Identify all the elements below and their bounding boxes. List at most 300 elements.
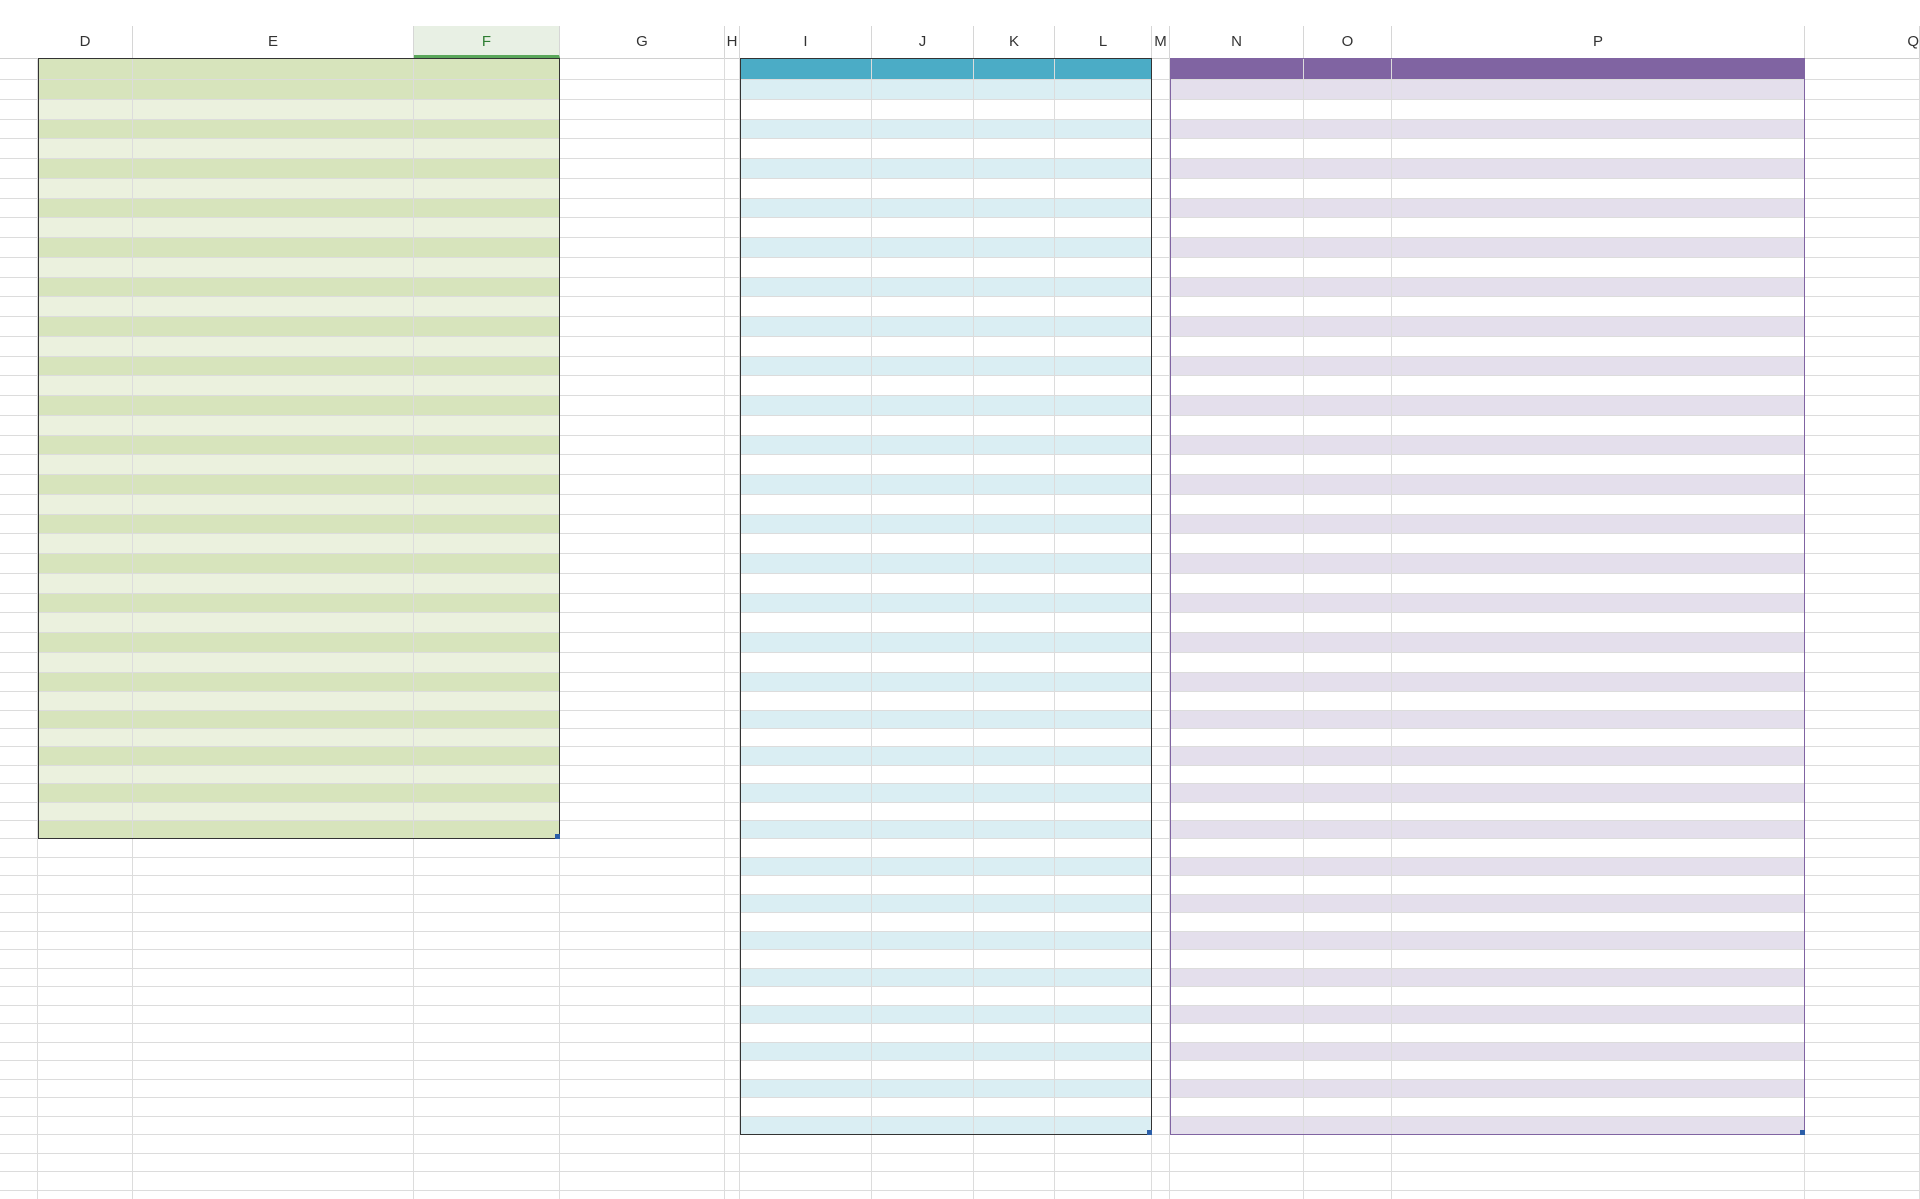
cell-patient[interactable] xyxy=(38,396,133,416)
cell-blank[interactable] xyxy=(414,1080,560,1099)
cell-blank[interactable] xyxy=(1805,1006,1920,1025)
cell-blank[interactable] xyxy=(560,1117,725,1136)
cell-blank[interactable] xyxy=(1152,376,1170,396)
cell-blank[interactable] xyxy=(0,100,38,120)
cell-patient[interactable] xyxy=(38,534,133,554)
cell-blank[interactable] xyxy=(725,1080,740,1099)
cell-blank[interactable] xyxy=(974,987,1055,1006)
cell-g-name[interactable] xyxy=(560,692,725,710)
cell-adresse[interactable] xyxy=(133,554,414,574)
cell-blank[interactable] xyxy=(1152,416,1170,436)
cell-blank[interactable] xyxy=(1304,969,1392,988)
cell-blank[interactable] xyxy=(1152,436,1170,456)
cell-pos-triee[interactable] xyxy=(1304,821,1392,839)
cell-nom-patient[interactable] xyxy=(740,633,872,653)
cell-pos-triee[interactable] xyxy=(1304,515,1392,535)
cell-nom-patient[interactable] xyxy=(740,711,872,729)
cell-position[interactable] xyxy=(1170,139,1304,159)
cell-tel1[interactable] xyxy=(974,692,1055,710)
cell-restant[interactable] xyxy=(1055,784,1152,802)
cell-blank[interactable] xyxy=(1152,238,1170,258)
cell-blank[interactable] xyxy=(1170,895,1304,914)
cell-adresse1[interactable] xyxy=(872,653,974,673)
cell-blank[interactable] xyxy=(1152,729,1170,747)
cell-patient[interactable] xyxy=(38,729,133,747)
cell-restant-trie[interactable] xyxy=(1392,179,1805,199)
cell-blank[interactable] xyxy=(1152,337,1170,357)
cell-blank[interactable] xyxy=(1392,1117,1805,1136)
cell-pos-triee[interactable] xyxy=(1304,711,1392,729)
cell-tel[interactable] xyxy=(414,455,560,475)
cell-blank[interactable] xyxy=(0,633,38,653)
cell-blank[interactable] xyxy=(1152,1154,1170,1173)
cell-blank[interactable] xyxy=(1392,913,1805,932)
cell-restant-trie[interactable] xyxy=(1392,633,1805,653)
cell-blank[interactable] xyxy=(0,821,38,839)
cell-blank[interactable] xyxy=(1805,876,1920,895)
cell-blank[interactable] xyxy=(1805,895,1920,914)
cell-position[interactable] xyxy=(1170,554,1304,574)
cell-patient[interactable] xyxy=(38,238,133,258)
cell-blank[interactable] xyxy=(560,987,725,1006)
cell-nom-patient[interactable] xyxy=(740,495,872,515)
cell-blank[interactable] xyxy=(740,1043,872,1062)
cell-blank[interactable] xyxy=(1170,858,1304,877)
cell-blank[interactable] xyxy=(0,1191,38,1199)
cell-adresse[interactable] xyxy=(133,534,414,554)
cell-blank[interactable] xyxy=(0,534,38,554)
cell-adresse[interactable] xyxy=(133,139,414,159)
cell-blank[interactable] xyxy=(1805,218,1920,238)
cell-tel[interactable] xyxy=(414,376,560,396)
cell-g-name[interactable] xyxy=(560,376,725,396)
cell-blank[interactable] xyxy=(1055,1043,1152,1062)
cell-blank[interactable] xyxy=(133,1006,414,1025)
cell-blank[interactable] xyxy=(1805,80,1920,100)
cell-blank[interactable] xyxy=(740,895,872,914)
cell-blank[interactable] xyxy=(1304,895,1392,914)
cell-blank[interactable] xyxy=(1170,1043,1304,1062)
cell-blank[interactable] xyxy=(414,1061,560,1080)
cell-blank[interactable] xyxy=(872,932,974,951)
cell-pos-triee[interactable] xyxy=(1304,179,1392,199)
cell-patient[interactable] xyxy=(38,495,133,515)
cell-position[interactable] xyxy=(1170,673,1304,693)
cell-blank[interactable] xyxy=(560,58,725,80)
cell-blank[interactable] xyxy=(1152,1172,1170,1191)
cell-blank[interactable] xyxy=(1152,969,1170,988)
cell-patient[interactable] xyxy=(38,747,133,765)
cell-pos-triee[interactable] xyxy=(1304,139,1392,159)
cell-blank[interactable] xyxy=(1805,766,1920,784)
cell-adresse[interactable] xyxy=(133,258,414,278)
cell-nom-patient[interactable] xyxy=(740,747,872,765)
cell-blank[interactable] xyxy=(1152,653,1170,673)
cell-patient[interactable] xyxy=(38,416,133,436)
cell-nom-patient[interactable] xyxy=(740,199,872,219)
cell-patient[interactable] xyxy=(38,613,133,633)
cell-blank[interactable] xyxy=(1805,969,1920,988)
cell-blank[interactable] xyxy=(1805,179,1920,199)
cell-blank[interactable] xyxy=(1055,1061,1152,1080)
cell-position[interactable] xyxy=(1170,747,1304,765)
cell-blank[interactable] xyxy=(1152,633,1170,653)
cell-tel1[interactable] xyxy=(974,495,1055,515)
cell-tel1[interactable] xyxy=(974,653,1055,673)
cell-restant[interactable] xyxy=(1055,803,1152,821)
column-header-k[interactable]: K xyxy=(974,26,1055,58)
cell-pos-triee[interactable] xyxy=(1304,436,1392,456)
cell-position[interactable] xyxy=(1170,238,1304,258)
cell-blank[interactable] xyxy=(414,858,560,877)
cell-blank[interactable] xyxy=(1152,218,1170,238)
cell-blank[interactable] xyxy=(725,357,740,377)
cell-blank[interactable] xyxy=(133,1061,414,1080)
cell-restant[interactable] xyxy=(1055,100,1152,120)
cell-tel[interactable] xyxy=(414,515,560,535)
cell-adresse1[interactable] xyxy=(872,396,974,416)
cell-blank[interactable] xyxy=(133,932,414,951)
cell-blank[interactable] xyxy=(38,932,133,951)
cell-blank[interactable] xyxy=(1805,747,1920,765)
cell-g-name[interactable] xyxy=(560,179,725,199)
cell-tel1[interactable] xyxy=(974,594,1055,614)
cell-blank[interactable] xyxy=(133,987,414,1006)
cell-restant-trie[interactable] xyxy=(1392,416,1805,436)
cell-pos-triee[interactable] xyxy=(1304,357,1392,377)
cell-adresse[interactable] xyxy=(133,159,414,179)
cell-adresse[interactable] xyxy=(133,337,414,357)
cell-blank[interactable] xyxy=(133,1135,414,1154)
cell-restant-trie[interactable] xyxy=(1392,139,1805,159)
cell-tel[interactable] xyxy=(414,766,560,784)
cell-restant-trie[interactable] xyxy=(1392,475,1805,495)
cell-adresse1[interactable] xyxy=(872,179,974,199)
cell-blank[interactable] xyxy=(0,574,38,594)
cell-restant[interactable] xyxy=(1055,416,1152,436)
cell-position[interactable] xyxy=(1170,317,1304,337)
cell-blank[interactable] xyxy=(1805,534,1920,554)
cell-nom-patient[interactable] xyxy=(740,357,872,377)
cell-blank[interactable] xyxy=(725,1154,740,1173)
cell-blank[interactable] xyxy=(133,876,414,895)
cell-patient[interactable] xyxy=(38,455,133,475)
cell-g-name[interactable] xyxy=(560,495,725,515)
cell-pos-triee[interactable] xyxy=(1304,278,1392,298)
cell-adresse[interactable] xyxy=(133,613,414,633)
cell-blank[interactable] xyxy=(133,1098,414,1117)
cell-blank[interactable] xyxy=(38,1061,133,1080)
cell-g-name[interactable] xyxy=(560,80,725,100)
cell-blank[interactable] xyxy=(1152,1135,1170,1154)
cell-blank[interactable] xyxy=(414,1172,560,1191)
cell-tel1[interactable] xyxy=(974,297,1055,317)
cell-patient[interactable] xyxy=(38,784,133,802)
cell-blank[interactable] xyxy=(414,895,560,914)
cell-blank[interactable] xyxy=(1170,932,1304,951)
cell-blank[interactable] xyxy=(1152,1006,1170,1025)
cell-pos-triee[interactable] xyxy=(1304,238,1392,258)
cell-blank[interactable] xyxy=(872,895,974,914)
cell-blank[interactable] xyxy=(1805,376,1920,396)
cell-restant-trie[interactable] xyxy=(1392,376,1805,396)
cell-blank[interactable] xyxy=(974,1172,1055,1191)
cell-blank[interactable] xyxy=(872,1117,974,1136)
cell-position[interactable] xyxy=(1170,218,1304,238)
cell-blank[interactable] xyxy=(1805,58,1920,80)
cell-g-name[interactable] xyxy=(560,139,725,159)
cell-blank[interactable] xyxy=(1392,1191,1805,1199)
cell-blank[interactable] xyxy=(0,1117,38,1136)
cell-adresse1[interactable] xyxy=(872,515,974,535)
cell-blank[interactable] xyxy=(0,337,38,357)
cell-restant-trie[interactable] xyxy=(1392,218,1805,238)
cell-adresse[interactable] xyxy=(133,594,414,614)
cell-adresse1[interactable] xyxy=(872,803,974,821)
cell-blank[interactable] xyxy=(0,594,38,614)
cell-g-name[interactable] xyxy=(560,747,725,765)
cell-blank[interactable] xyxy=(872,1043,974,1062)
cell-restant-trie[interactable] xyxy=(1392,159,1805,179)
cell-blank[interactable] xyxy=(560,1154,725,1173)
cell-blank[interactable] xyxy=(414,1154,560,1173)
cell-blank[interactable] xyxy=(133,895,414,914)
cell-restant[interactable] xyxy=(1055,495,1152,515)
cell-adresse1[interactable] xyxy=(872,278,974,298)
cell-blank[interactable] xyxy=(1805,711,1920,729)
cell-blank[interactable] xyxy=(725,895,740,914)
cell-adresse[interactable] xyxy=(133,784,414,802)
cell-blank[interactable] xyxy=(0,653,38,673)
cell-nom-patient[interactable] xyxy=(740,337,872,357)
cell-pos-triee[interactable] xyxy=(1304,120,1392,140)
cell-g-name[interactable] xyxy=(560,218,725,238)
cell-nom-patient[interactable] xyxy=(740,673,872,693)
cell-pos-triee[interactable] xyxy=(1304,199,1392,219)
cell-tel1[interactable] xyxy=(974,821,1055,839)
column-header-o[interactable]: O xyxy=(1304,26,1392,58)
cell-blank[interactable] xyxy=(725,766,740,784)
cell-nom-patient[interactable] xyxy=(740,396,872,416)
cell-position[interactable] xyxy=(1170,258,1304,278)
cell-blank[interactable] xyxy=(725,858,740,877)
cell-blank[interactable] xyxy=(0,159,38,179)
cell-tel1[interactable] xyxy=(974,633,1055,653)
cell-blank[interactable] xyxy=(872,1080,974,1099)
cell-blank[interactable] xyxy=(1170,1117,1304,1136)
cell-restant-trie[interactable] xyxy=(1392,337,1805,357)
cell-blank[interactable] xyxy=(725,376,740,396)
cell-tel[interactable] xyxy=(414,120,560,140)
cell-adresse1[interactable] xyxy=(872,218,974,238)
cell-adresse1[interactable] xyxy=(872,337,974,357)
cell-g-name[interactable] xyxy=(560,475,725,495)
cell-restant[interactable] xyxy=(1055,80,1152,100)
cell-blank[interactable] xyxy=(740,1117,872,1136)
cell-blank[interactable] xyxy=(1805,821,1920,839)
cell-blank[interactable] xyxy=(414,1024,560,1043)
cell-blank[interactable] xyxy=(725,317,740,337)
cell-position[interactable] xyxy=(1170,278,1304,298)
cell-restant[interactable] xyxy=(1055,633,1152,653)
cell-blank[interactable] xyxy=(1392,1135,1805,1154)
cell-blank[interactable] xyxy=(1805,1098,1920,1117)
cell-restant[interactable] xyxy=(1055,692,1152,710)
cell-patient[interactable] xyxy=(38,436,133,456)
cell-g-name[interactable] xyxy=(560,199,725,219)
cell-blank[interactable] xyxy=(725,554,740,574)
cell-nom-patient[interactable] xyxy=(740,139,872,159)
cell-blank[interactable] xyxy=(974,1117,1055,1136)
cell-blank[interactable] xyxy=(0,729,38,747)
cell-g-name[interactable] xyxy=(560,120,725,140)
cell-pos-triee[interactable] xyxy=(1304,376,1392,396)
cell-tel[interactable] xyxy=(414,633,560,653)
cell-blank[interactable] xyxy=(1152,711,1170,729)
cell-restant-trie[interactable] xyxy=(1392,673,1805,693)
cell-blank[interactable] xyxy=(725,159,740,179)
cell-blank[interactable] xyxy=(1152,495,1170,515)
cell-blank[interactable] xyxy=(725,969,740,988)
cell-tel1[interactable] xyxy=(974,574,1055,594)
header-restants[interactable] xyxy=(1055,58,1152,80)
cell-blank[interactable] xyxy=(1055,876,1152,895)
cell-tel[interactable] xyxy=(414,784,560,802)
cell-position[interactable] xyxy=(1170,613,1304,633)
cell-blank[interactable] xyxy=(1055,895,1152,914)
cell-blank[interactable] xyxy=(740,1098,872,1117)
resize-handle-purple[interactable] xyxy=(1800,1130,1805,1135)
cell-blank[interactable] xyxy=(38,858,133,877)
cell-adresse[interactable] xyxy=(133,238,414,258)
cell-blank[interactable] xyxy=(725,821,740,839)
cell-g-name[interactable] xyxy=(560,515,725,535)
cell-blank[interactable] xyxy=(1152,297,1170,317)
cell-pos-triee[interactable] xyxy=(1304,475,1392,495)
cell-restant-trie[interactable] xyxy=(1392,258,1805,278)
cell-adresse1[interactable] xyxy=(872,747,974,765)
cell-g-name[interactable] xyxy=(560,574,725,594)
cell-blank[interactable] xyxy=(1055,1154,1152,1173)
cell-tel[interactable] xyxy=(414,396,560,416)
cell-blank[interactable] xyxy=(1152,1043,1170,1062)
cell-adresse1[interactable] xyxy=(872,495,974,515)
cell-blank[interactable] xyxy=(0,278,38,298)
cell-blank[interactable] xyxy=(38,913,133,932)
cell-blank[interactable] xyxy=(560,913,725,932)
cell-position[interactable] xyxy=(1170,100,1304,120)
cell-restant[interactable] xyxy=(1055,159,1152,179)
cell-blank[interactable] xyxy=(1304,1191,1392,1199)
cell-tel[interactable] xyxy=(414,278,560,298)
cell-blank[interactable] xyxy=(872,969,974,988)
cell-blank[interactable] xyxy=(974,858,1055,877)
resize-handle-blue[interactable] xyxy=(1147,1130,1152,1135)
cell-restant-trie[interactable] xyxy=(1392,297,1805,317)
cell-blank[interactable] xyxy=(1805,455,1920,475)
cell-g-name[interactable] xyxy=(560,633,725,653)
cell-blank[interactable] xyxy=(1392,932,1805,951)
cell-adresse[interactable] xyxy=(133,80,414,100)
cell-adresse[interactable] xyxy=(133,436,414,456)
cell-restant-trie[interactable] xyxy=(1392,613,1805,633)
cell-position[interactable] xyxy=(1170,711,1304,729)
cell-blank[interactable] xyxy=(872,1154,974,1173)
cell-adresse1[interactable] xyxy=(872,821,974,839)
cell-blank[interactable] xyxy=(0,969,38,988)
cell-adresse1[interactable] xyxy=(872,554,974,574)
cell-blank[interactable] xyxy=(1055,1117,1152,1136)
cell-restant[interactable] xyxy=(1055,515,1152,535)
cell-adresse[interactable] xyxy=(133,278,414,298)
cell-blank[interactable] xyxy=(560,1098,725,1117)
cell-blank[interactable] xyxy=(1392,1043,1805,1062)
cell-blank[interactable] xyxy=(1152,317,1170,337)
cell-adresse[interactable] xyxy=(133,673,414,693)
cell-blank[interactable] xyxy=(725,139,740,159)
cell-adresse[interactable] xyxy=(133,729,414,747)
cell-patient[interactable] xyxy=(38,515,133,535)
cell-blank[interactable] xyxy=(560,1172,725,1191)
cell-blank[interactable] xyxy=(974,1061,1055,1080)
cell-blank[interactable] xyxy=(1055,1172,1152,1191)
cell-tel[interactable] xyxy=(414,692,560,710)
cell-pos-triee[interactable] xyxy=(1304,633,1392,653)
cell-adresse[interactable] xyxy=(133,495,414,515)
cell-blank[interactable] xyxy=(0,1061,38,1080)
cell-g-name[interactable] xyxy=(560,278,725,298)
cell-blank[interactable] xyxy=(38,1135,133,1154)
cell-blank[interactable] xyxy=(1170,969,1304,988)
cell-g-name[interactable] xyxy=(560,711,725,729)
cell-tel[interactable] xyxy=(414,357,560,377)
cell-blank[interactable] xyxy=(1152,357,1170,377)
cell-position[interactable] xyxy=(1170,120,1304,140)
cell-blank[interactable] xyxy=(725,932,740,951)
cell-blank[interactable] xyxy=(0,1154,38,1173)
cell-tel[interactable] xyxy=(414,747,560,765)
cell-position[interactable] xyxy=(1170,455,1304,475)
cell-blank[interactable] xyxy=(560,1135,725,1154)
cell-blank[interactable] xyxy=(1152,876,1170,895)
cell-adresse1[interactable] xyxy=(872,711,974,729)
cell-blank[interactable] xyxy=(560,858,725,877)
cell-patient[interactable] xyxy=(38,159,133,179)
cell-adresse[interactable] xyxy=(133,574,414,594)
cell-blank[interactable] xyxy=(725,337,740,357)
cell-blank[interactable] xyxy=(872,839,974,858)
cell-pos-triee[interactable] xyxy=(1304,416,1392,436)
cell-blank[interactable] xyxy=(1805,100,1920,120)
cell-blank[interactable] xyxy=(740,1006,872,1025)
cell-blank[interactable] xyxy=(0,139,38,159)
cell-blank[interactable] xyxy=(974,969,1055,988)
cell-restant[interactable] xyxy=(1055,238,1152,258)
cell-adresse1[interactable] xyxy=(872,80,974,100)
cell-patient[interactable] xyxy=(38,139,133,159)
cell-blank[interactable] xyxy=(1055,1191,1152,1199)
cell-blank[interactable] xyxy=(560,950,725,969)
cell-blank[interactable] xyxy=(1170,839,1304,858)
cell-blank[interactable] xyxy=(1805,1154,1920,1173)
cell-blank[interactable] xyxy=(725,218,740,238)
cell-tel[interactable] xyxy=(414,495,560,515)
cell-tel1[interactable] xyxy=(974,711,1055,729)
cell-adresse1[interactable] xyxy=(872,317,974,337)
cell-pos-triee[interactable] xyxy=(1304,747,1392,765)
cell-tel[interactable] xyxy=(414,238,560,258)
cell-blank[interactable] xyxy=(974,1024,1055,1043)
